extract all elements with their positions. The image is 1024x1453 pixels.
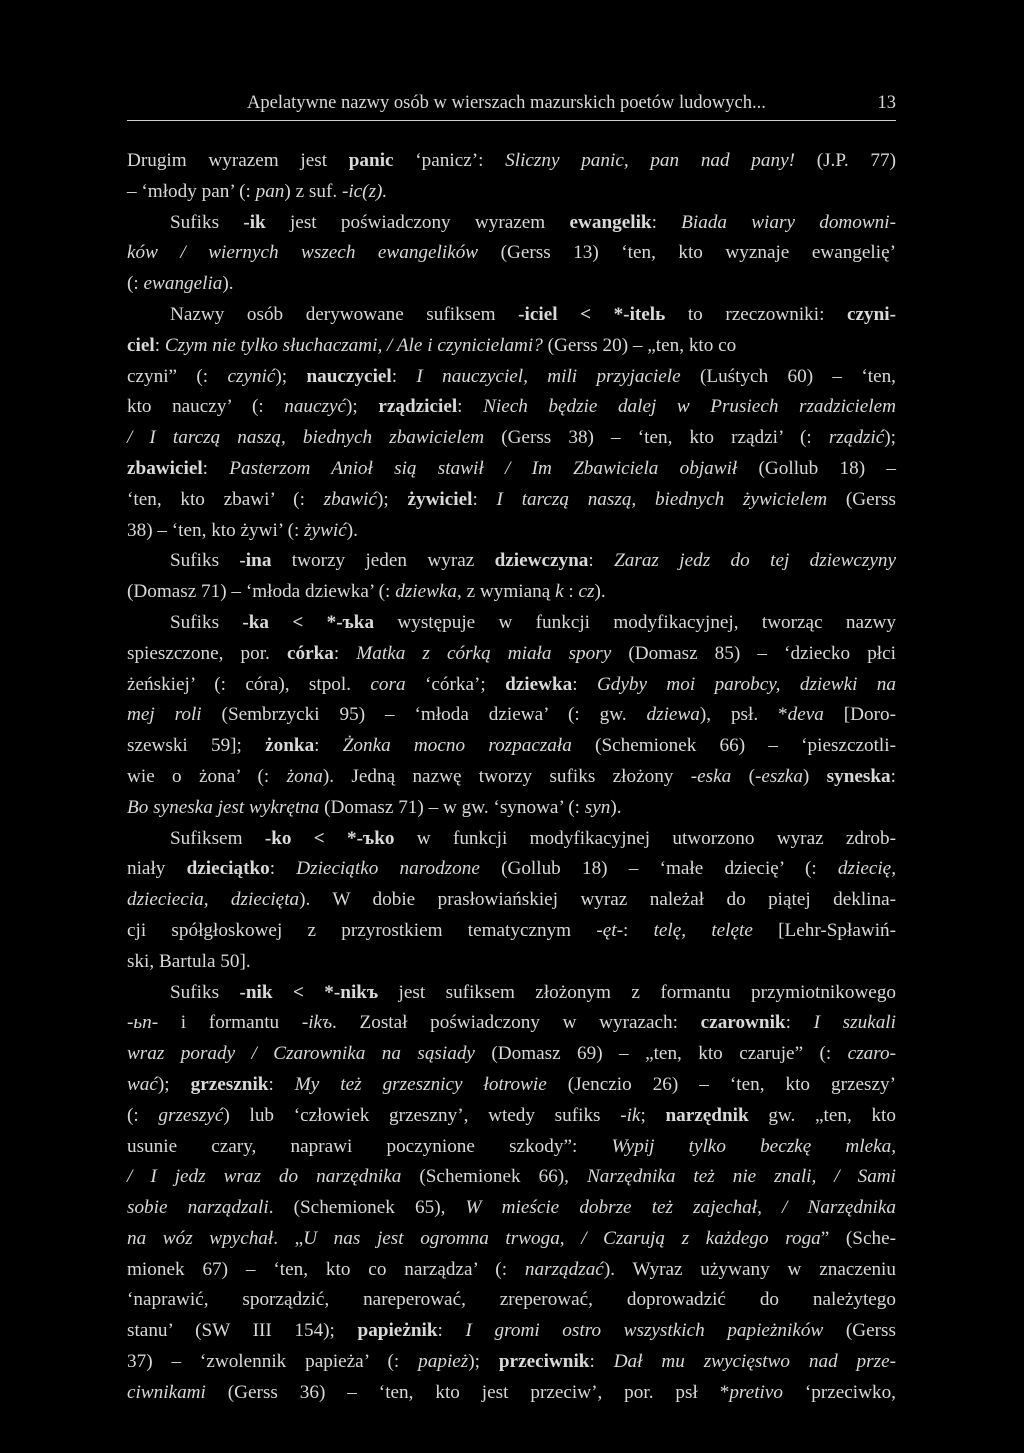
- text-line: [127, 423, 896, 454]
- headword: dziewczyna: [494, 550, 589, 572]
- text-line: [127, 1008, 896, 1039]
- text-run: :: [314, 735, 343, 757]
- text-run: Sufiks: [170, 550, 240, 572]
- text-run: Sufiks: [170, 211, 244, 233]
- text-line: [127, 1193, 896, 1224]
- italic-text: I tarczą naszą, biednych żywicielem: [496, 488, 828, 510]
- text-run: ).: [594, 581, 606, 603]
- text-run: ;: [640, 1104, 666, 1126]
- text-run: ). Wyraz używany w znaczeniu: [603, 1258, 896, 1280]
- italic-text: Zaraz jedz do tej dziewczyny: [614, 550, 896, 572]
- text-run: );: [884, 427, 896, 449]
- text-line: [127, 485, 896, 516]
- text-run: [Lehr-Spławiń-: [752, 919, 897, 941]
- text-run: :: [391, 365, 417, 387]
- italic-text: Czym nie tylko słuchaczami, / Ale i czynicielami?: [164, 334, 543, 356]
- text-run: ).: [222, 273, 234, 295]
- headword: ewangelik: [569, 211, 652, 233]
- text-line: [127, 854, 896, 885]
- text-run: );: [468, 1351, 499, 1373]
- text-run: (:: [127, 1104, 159, 1126]
- italic-text: ków / wiernych wszech ewangelików: [127, 242, 479, 264]
- italic-text: Niech będzie dalej w Prusiech rzadzicielem: [483, 396, 896, 418]
- headword: narzędnik: [665, 1104, 749, 1126]
- text-run: Sufiks: [170, 981, 240, 1003]
- italic-text: papież: [418, 1351, 469, 1373]
- italic-text: dziecię,: [837, 858, 896, 880]
- italic-text: dziewa: [646, 704, 700, 726]
- text-run: :: [589, 1351, 614, 1373]
- text-run: ‘córka’;: [405, 673, 506, 695]
- text-run: (Gollub 18) – ‘małe dziecię’ (:: [479, 858, 838, 880]
- text-run: (: [731, 765, 755, 787]
- text-run: (Gerss: [827, 488, 896, 510]
- text-run: :: [785, 1012, 814, 1034]
- italic-text: na wóz wpychał: [127, 1227, 274, 1249]
- headword: ciel: [127, 334, 155, 356]
- italic-text: Bo syneska jest wykrętna: [127, 796, 320, 818]
- italic-text: zbawić: [323, 488, 377, 510]
- text-run: :: [457, 396, 484, 418]
- text-run: gw. „ten, kto: [748, 1104, 896, 1126]
- italic-text: mej roli: [127, 704, 202, 726]
- italic-text: cora: [370, 673, 406, 695]
- text-run: :: [563, 581, 579, 603]
- headword: żywiciel: [407, 488, 473, 510]
- italic-text: cz: [578, 581, 595, 603]
- text-run: (Jenczio 26) – ‘ten, kto grzeszy’: [546, 1073, 896, 1095]
- text-run: (Gerss 20) – „ten, kto co: [542, 334, 737, 356]
- text-line: [127, 1285, 896, 1316]
- text-run: , z wymianą: [457, 581, 556, 603]
- text-line: [127, 331, 896, 362]
- text-run: ) z suf.: [284, 180, 342, 202]
- text-run: (J.P. 77): [795, 150, 896, 171]
- headword: -ina: [239, 550, 272, 572]
- text-run: szewski 59];: [127, 735, 266, 757]
- italic-text: czynić: [227, 365, 276, 387]
- text-line: [127, 670, 896, 701]
- italic-text: Sliczny panic, pan nad pany!: [505, 150, 795, 171]
- text-run: ski, Bartula 50].: [127, 950, 251, 972]
- headword: grzesznik: [190, 1073, 269, 1095]
- italic-text: sobie narządzali: [127, 1197, 269, 1219]
- text-run: niały: [127, 858, 187, 880]
- headword: -ik: [243, 211, 266, 233]
- italic-text: ciwnikami: [127, 1381, 206, 1403]
- italic-text: Matka z córką miała spory: [356, 642, 612, 664]
- text-run: ): [802, 765, 827, 787]
- text-run: Sufiks: [170, 611, 243, 633]
- headword: nauczyciel: [306, 365, 392, 387]
- text-run: wie o żona’ (:: [127, 765, 287, 787]
- text-run: :: [154, 334, 165, 356]
- italic-text: U nas jest ogromna trwoga, / Czarują z każdego roga: [303, 1227, 821, 1249]
- text-run: (Schemionek 66) – ‘pieszczotli-: [571, 735, 896, 757]
- headword: -nik < *-nikъ: [239, 981, 379, 1003]
- text-run: :: [623, 919, 654, 941]
- text-run: (Gerss 38) – ‘ten, kto rządzi’ (:: [484, 427, 829, 449]
- italic-text: dzieciecia, dziecięta: [127, 889, 300, 911]
- text-line: [127, 1101, 896, 1132]
- italic-text: grzeszyć: [158, 1104, 224, 1126]
- italic-text: -eszka: [754, 765, 803, 787]
- text-run: ‘panicz’:: [393, 150, 506, 171]
- text-run: );: [275, 365, 307, 387]
- text-run: ).: [610, 796, 622, 818]
- text-run: żeńskiej’ (: córa), stpol.: [127, 673, 371, 695]
- text-run: );: [157, 1073, 191, 1095]
- italic-text: narządzać: [524, 1258, 604, 1280]
- text-line: [127, 608, 896, 639]
- text-line: [127, 762, 896, 793]
- italic-text: Biada wiary domowni-: [681, 211, 896, 233]
- text-run: w funkcji modyfikacyjnej utworzono wyraz zdrob-: [394, 827, 896, 849]
- headword: -ko < *-ъko: [264, 827, 395, 849]
- italic-text: telę: [653, 919, 682, 941]
- italic-text: czaro-: [847, 1043, 896, 1065]
- italic-text: W mieście dobrze też zajechał, / Narzędnika: [465, 1197, 896, 1219]
- italic-text: / I jedz wraz do narzędnika: [127, 1166, 402, 1188]
- text-line: [127, 1347, 896, 1378]
- text-run: :: [202, 457, 230, 479]
- headword: dzieciątko: [186, 858, 270, 880]
- italic-text: pretivo: [729, 1381, 783, 1403]
- italic-text: wać: [127, 1073, 158, 1095]
- text-run: :: [588, 550, 615, 572]
- text-run: . (Schemionek 65),: [268, 1197, 466, 1219]
- text-run: usunie czary, naprawi poczynione szkody”:: [127, 1135, 612, 1157]
- italic-text: My też grzesznicy łotrowie: [294, 1073, 547, 1095]
- text-line: [127, 947, 896, 978]
- text-line: [127, 269, 896, 300]
- text-run: (Domasz 71) – w gw. ‘synowa’ (:: [319, 796, 585, 818]
- text-run: spieszczone, por.: [127, 642, 287, 664]
- text-line: [127, 1070, 896, 1101]
- headword: panic: [348, 150, 394, 171]
- italic-text: I gromi ostro wszystkich papieżników: [465, 1320, 824, 1342]
- text-line: [127, 1224, 896, 1255]
- page-number: 13: [877, 93, 896, 113]
- text-run: (Domasz 85) – ‘dziecko płci: [611, 642, 896, 664]
- italic-text: Narzędnika też nie znali, / Sami: [586, 1166, 896, 1188]
- text-run: ).: [346, 519, 358, 541]
- italic-text: Dał mu zwycięstwo nad prze-: [613, 1351, 896, 1373]
- italic-text: -ьn-: [127, 1012, 159, 1034]
- headword: żonka: [265, 735, 315, 757]
- text-run: (Gollub 18) –: [737, 457, 896, 479]
- italic-text: deva: [787, 704, 824, 726]
- text-run: :: [437, 1320, 466, 1342]
- text-line: [127, 516, 896, 547]
- italic-text: -ikъ: [301, 1012, 333, 1034]
- text-line: [127, 700, 896, 731]
- text-run: jest poświadczony wyrazem: [265, 211, 570, 233]
- text-run: ,: [681, 919, 712, 941]
- italic-text: rządzić: [828, 427, 885, 449]
- italic-text: -ic(z).: [341, 180, 388, 202]
- italic-text: -ęt-: [596, 919, 623, 941]
- header-rule: [127, 120, 896, 121]
- italic-text: k: [555, 581, 564, 603]
- running-title: Apelatywne nazwy osób w wierszach mazurskich poetów ludowych...: [247, 93, 766, 113]
- text-line: [127, 1316, 896, 1347]
- italic-text: żona: [286, 765, 323, 787]
- text-line: [127, 1039, 896, 1070]
- body-text: [127, 146, 896, 1409]
- headword: zbawiciel: [127, 457, 203, 479]
- italic-text: Dzieciątko narodzone: [296, 858, 480, 880]
- text-run: tworzy jeden wyraz: [271, 550, 495, 572]
- headword: córka: [286, 642, 334, 664]
- text-line: [127, 146, 896, 177]
- text-run: Nazwy osób derywowane sufiksem: [170, 303, 519, 325]
- text-line: [127, 793, 896, 824]
- text-line: [127, 177, 896, 208]
- text-run: (:: [127, 273, 144, 295]
- text-run: czyni” (:: [127, 365, 228, 387]
- italic-text: żywić: [304, 519, 347, 541]
- text-run: występuje w funkcji modyfikacyjnej, tworząc nazwy: [374, 611, 896, 633]
- headword: rządziciel: [378, 396, 458, 418]
- headword: dziewka: [505, 673, 573, 695]
- headword: -ka < *-ъka: [242, 611, 375, 633]
- headword: czarownik: [700, 1012, 786, 1034]
- headword: przeciwnik: [498, 1351, 590, 1373]
- text-line: [127, 577, 896, 608]
- text-run: – ‘młody pan’ (:: [127, 180, 256, 202]
- text-line: [127, 546, 896, 577]
- text-run: . „: [273, 1227, 304, 1249]
- italic-text: Żonka mocno rozpaczała: [342, 735, 572, 757]
- text-run: :: [333, 642, 357, 664]
- text-line: [127, 639, 896, 670]
- text-run: cji spółgłoskowej z przyrostkiem tematycznym: [127, 919, 597, 941]
- text-run: 37) – ‘zwolennik papieża’ (:: [127, 1351, 419, 1373]
- text-run: [Doro-: [823, 704, 897, 726]
- text-run: (Luśtych 60) – ‘ten,: [680, 365, 896, 387]
- text-run: 38) – ‘ten, kto żywi’ (:: [127, 519, 305, 541]
- headword: syneska: [826, 765, 891, 787]
- text-run: ). Jedną nazwę tworzy sufiks złożony: [322, 765, 691, 787]
- text-run: (Sembrzycki 95) – ‘młoda dziewa’ (: gw.: [201, 704, 647, 726]
- text-line: [127, 362, 896, 393]
- headword: papieżnik: [357, 1320, 438, 1342]
- text-run: :: [472, 488, 497, 510]
- italic-text: syn: [584, 796, 611, 818]
- text-line: [127, 885, 896, 916]
- text-run: mionek 67) – ‘ten, kto co narządza’ (:: [127, 1258, 525, 1280]
- italic-text: nauczyć: [284, 396, 347, 418]
- text-run: :: [268, 1073, 295, 1095]
- italic-text: -ik: [620, 1104, 641, 1126]
- italic-text: Wypij tylko beczkę mleka,: [611, 1135, 896, 1157]
- text-run: (Schemionek 66),: [401, 1166, 587, 1188]
- text-run: ). W dobie prasłowiańskiej wyraz należał do piątej deklina-: [299, 889, 896, 911]
- italic-text: wraz porady / Czarownika na sąsiady: [127, 1043, 475, 1065]
- text-run: (Gerss 36) – ‘ten, kto jest przeciw’, por. psł *: [205, 1381, 730, 1403]
- text-run: Drugim wyrazem jest: [127, 150, 349, 171]
- italic-text: dziewka: [395, 581, 458, 603]
- italic-text: -eska: [690, 765, 732, 787]
- text-line: [127, 1162, 896, 1193]
- text-run: :: [651, 211, 682, 233]
- text-run: ” (Sche-: [820, 1227, 896, 1249]
- text-run: ‘naprawić, sporządzić, nareperować, zreperować, doprowadzić do należytego: [127, 1289, 896, 1311]
- text-line: [127, 731, 896, 762]
- headword: czyni-: [846, 303, 897, 325]
- text-run: to rzeczowniki:: [665, 303, 847, 325]
- text-run: kto naucz: [127, 396, 217, 418]
- running-header: [127, 92, 896, 114]
- text-run: i formantu: [158, 1012, 302, 1034]
- text-run: ‘przeciwko,: [782, 1381, 896, 1403]
- text-run: (Gerss 13) ‘ten, kto wyznaje ewangelię’: [478, 242, 896, 264]
- text-run: (Domasz 71) – ‘młoda dziewka’ (:: [127, 581, 396, 603]
- text-run: ), psł. *: [699, 704, 788, 726]
- text-line: [127, 392, 896, 423]
- text-run: :: [269, 858, 297, 880]
- text-run: ) lub ‘człowiek grzeszny’, wtedy sufiks: [223, 1104, 621, 1126]
- text-line: [127, 1255, 896, 1286]
- text-run: Sufiksem: [170, 827, 265, 849]
- headword: -iciel < *-itelь: [518, 303, 666, 325]
- text-run: ‘ten, kto zbawi’ (:: [127, 488, 324, 510]
- text-run: );: [376, 488, 408, 510]
- text-run: );: [346, 396, 379, 418]
- text-run: y’ (:: [216, 396, 285, 418]
- text-run: :: [572, 673, 597, 695]
- text-line: [127, 1378, 896, 1409]
- text-run: :: [890, 765, 896, 787]
- text-run: stanu’ (SW III 154);: [127, 1320, 358, 1342]
- text-line: [127, 300, 896, 331]
- text-line: [127, 1132, 896, 1163]
- italic-text: Gdyby moi parobcy, dziewki na: [596, 673, 896, 695]
- italic-text: I szukali: [813, 1012, 896, 1034]
- text-run: . Został poświadczony w wyrazach:: [332, 1012, 701, 1034]
- text-run: (Gerss: [823, 1320, 896, 1342]
- text-line: [127, 824, 896, 855]
- text-line: [127, 454, 896, 485]
- italic-text: / I tarczą naszą, biednych zbawicielem: [127, 427, 485, 449]
- text-line: [127, 916, 896, 947]
- text-line: [127, 978, 896, 1009]
- italic-text: telęte: [711, 919, 753, 941]
- text-line: [127, 208, 896, 239]
- italic-text: ewangelia: [143, 273, 223, 295]
- italic-text: I nauczyciel, mili przyjaciele: [416, 365, 681, 387]
- text-line: [127, 238, 896, 269]
- italic-text: pan: [255, 180, 285, 202]
- text-run: jest sufiksem złożonym z formantu przymiotnikowego: [378, 981, 897, 1003]
- italic-text: Pasterzom Anioł sią stawił / Im Zbawiciela objawił: [229, 457, 738, 479]
- text-run: (Domasz 69) – „ten, kto czaruje” (:: [474, 1043, 848, 1065]
